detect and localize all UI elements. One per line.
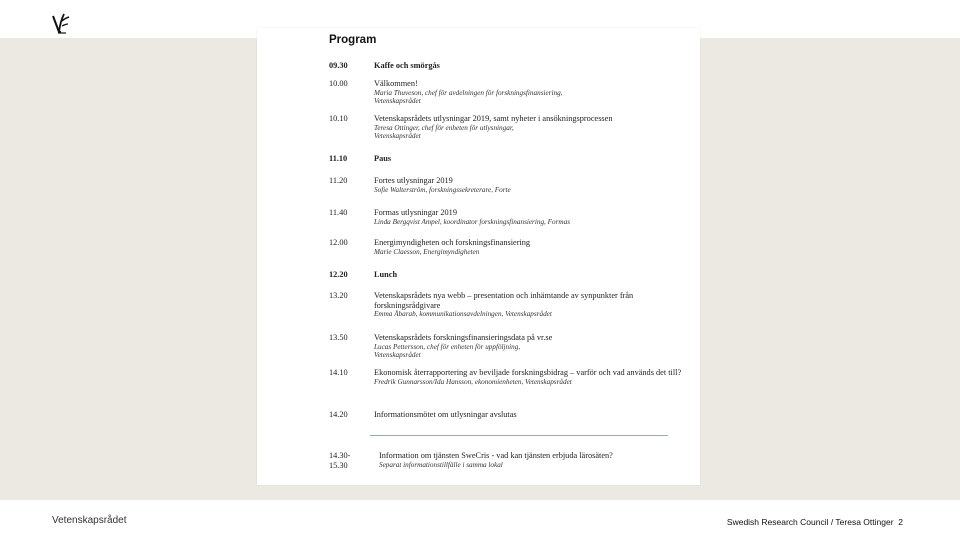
row-speaker-org: Vetenskapsrådet [374, 97, 421, 105]
row-speaker-org: Vetenskapsrådet [374, 132, 421, 140]
program-document [257, 28, 700, 485]
row-title: Ekonomisk återrapportering av beviljade forskningsbidrag – varför och vad används det till? [374, 368, 682, 377]
row-time: 10.10 [329, 114, 348, 123]
footer-credit [727, 517, 903, 527]
row-speaker: Separat informationstillfälle i samma lokal [379, 460, 503, 469]
row-title: Välkommen! [374, 79, 418, 88]
row-speaker: Lucas Pettersson, chef för enheten för uppföljning, [374, 342, 521, 351]
row-time: 11.10 [329, 154, 348, 163]
row-title: Lunch [374, 270, 398, 279]
row-title: Paus [374, 154, 392, 163]
row-title: Vetenskapsrådets utlysningar 2019, samt nyheter i ansökningsprocessen [374, 114, 613, 123]
row-speaker: Marie Claesson, Energimyndigheten [374, 247, 480, 256]
row-speaker: Emma Åbarab, kommunikationsavdelningen, Vetenskapsrådet [374, 310, 552, 319]
row-title: Fortes utlysningar 2019 [374, 176, 453, 185]
row-time: 10.00 [329, 79, 348, 88]
footer-credit-text: Swedish Research Council / Teresa Ottinger [726, 517, 894, 527]
row-speaker: Fredrik Gunnarsson/Ida Hansson, ekonomienheten, Vetenskapsrådet [374, 377, 572, 386]
row-title: Vetenskapsrådets forskningsfinansieringsdata på vr.se [374, 333, 553, 342]
row-time: 13.50 [329, 333, 348, 342]
row-time: 14.20 [329, 410, 348, 419]
row-time: 13.20 [329, 291, 348, 300]
row-time: 14.30- 15.30 [329, 451, 351, 470]
footer-org-name: Vetenskapsrådet [52, 515, 127, 526]
separator-line [370, 435, 668, 436]
row-time: 09.30 [329, 61, 348, 70]
row-speaker: Maria Thuveson, chef för avdelningen för forskningsfinansiering, [374, 88, 563, 97]
vetenskapsradet-logo-icon [48, 10, 74, 36]
row-speaker: Sofie Walterström, forskningssekreterare, Forte [374, 185, 511, 194]
page-number: 2 [898, 517, 903, 527]
row-time: 11.40 [329, 208, 348, 217]
row-speaker: Linda Bergqvist Ampel, koordinator forskningsfinansiering, Formas [374, 217, 570, 226]
row-title: Informationsmötet om utlysningar avslutas [374, 410, 517, 419]
row-time: 12.00 [329, 238, 348, 247]
program-title: Program [329, 34, 377, 46]
row-title: Formas utlysningar 2019 [374, 208, 457, 217]
row-title: Vetenskapsrådets nya webb – presentation och inhämtande av synpunkter från forskningsrådgivare [374, 291, 634, 310]
row-speaker-org: Vetenskapsrådet [374, 351, 421, 359]
row-title: Information om tjänsten SweCris - vad kan tjänsten erbjuda lärosäten? [379, 451, 613, 460]
row-time: 11.20 [329, 176, 348, 185]
row-time: 14.10 [329, 368, 348, 377]
row-time: 12.20 [329, 270, 348, 279]
row-title: Kaffe och smörgås [374, 61, 440, 70]
row-title: Energimyndigheten och forskningsfinansiering [374, 238, 531, 247]
row-speaker: Teresa Ottinger, chef för enheten för utlysningar, [374, 123, 514, 132]
